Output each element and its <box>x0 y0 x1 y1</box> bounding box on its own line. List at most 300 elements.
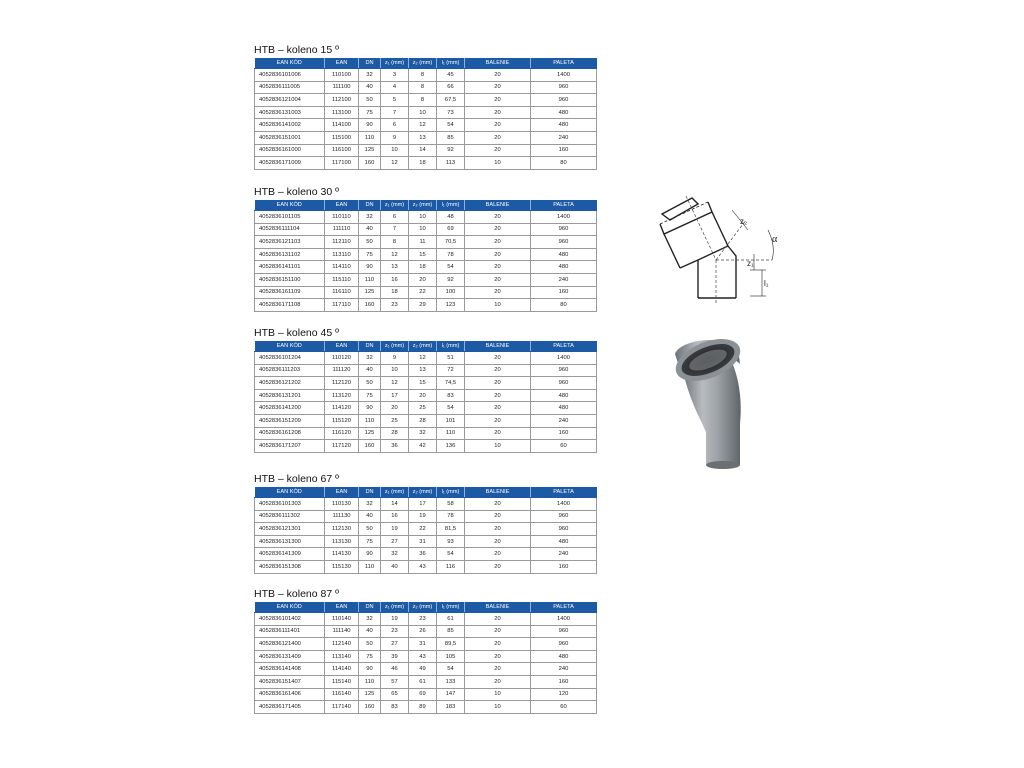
table-cell: 92 <box>437 144 465 157</box>
table-cell: 113100 <box>325 106 359 119</box>
table-cell: 4052836131409 <box>255 650 325 663</box>
column-header: z₁ (mm) <box>381 341 409 352</box>
table-cell: 20 <box>409 389 437 402</box>
table-cell: 110 <box>359 273 381 286</box>
table-row <box>255 523 597 536</box>
table-cell: 480 <box>531 650 597 663</box>
elbow-technical-drawing <box>650 190 790 310</box>
table-cell: 112110 <box>325 236 359 249</box>
table-cell: 8 <box>409 81 437 94</box>
table-row <box>255 414 597 427</box>
table-cell: 57 <box>381 675 409 688</box>
column-header: BALENIE <box>465 341 531 352</box>
table-cell: 960 <box>531 377 597 390</box>
column-header: EAN <box>325 58 359 69</box>
table-cell: 36 <box>409 548 437 561</box>
table-cell: 85 <box>437 131 465 144</box>
table-cell: 29 <box>409 299 437 312</box>
table-cell: 10 <box>465 701 531 714</box>
table-row <box>255 81 597 94</box>
column-header: l₁ (mm) <box>437 602 465 613</box>
section-koleno-87 <box>254 588 596 714</box>
table-cell: 49 <box>409 663 437 676</box>
column-header: z₂ (mm) <box>409 341 437 352</box>
table-cell: 67,5 <box>437 94 465 107</box>
table-cell: 75 <box>359 389 381 402</box>
column-header: DN <box>359 58 381 69</box>
table-row <box>255 625 597 638</box>
table-row <box>255 223 597 236</box>
table-cell: 61 <box>409 675 437 688</box>
table-cell: 116100 <box>325 144 359 157</box>
table-cell: 160 <box>359 440 381 453</box>
table-cell: 4052836151209 <box>255 414 325 427</box>
table-cell: 114120 <box>325 402 359 415</box>
table-cell: 123 <box>437 299 465 312</box>
table-cell: 110 <box>359 675 381 688</box>
table-cell: 23 <box>381 299 409 312</box>
column-header: EAN <box>325 341 359 352</box>
table-row <box>255 701 597 714</box>
table-cell: 20 <box>465 675 531 688</box>
table-cell: 136 <box>437 440 465 453</box>
table-cell: 89,5 <box>437 638 465 651</box>
table-cell: 81,5 <box>437 523 465 536</box>
table-cell: 32 <box>359 211 381 224</box>
table-cell: 20 <box>465 510 531 523</box>
table-cell: 183 <box>437 701 465 714</box>
table-cell: 10 <box>381 364 409 377</box>
column-header: l₁ (mm) <box>437 58 465 69</box>
table-cell: 75 <box>359 535 381 548</box>
table-cell: 48 <box>437 211 465 224</box>
table-cell: 12 <box>381 248 409 261</box>
table-cell: 1400 <box>531 613 597 626</box>
table-cell: 110140 <box>325 613 359 626</box>
table-row <box>255 131 597 144</box>
table-cell: 113140 <box>325 650 359 663</box>
table-cell: 20 <box>465 650 531 663</box>
table-cell: 8 <box>409 69 437 82</box>
table-cell: 4052836121202 <box>255 377 325 390</box>
table-cell: 114100 <box>325 119 359 132</box>
table-cell: 147 <box>437 688 465 701</box>
table-cell: 20 <box>465 560 531 573</box>
table-cell: 114110 <box>325 261 359 274</box>
table-cell: 19 <box>381 613 409 626</box>
table-cell: 75 <box>359 650 381 663</box>
table-cell: 20 <box>465 261 531 274</box>
table-cell: 20 <box>409 273 437 286</box>
section-koleno-30 <box>254 186 596 312</box>
table-cell: 160 <box>531 675 597 688</box>
column-header: EAN KÓD <box>255 200 325 211</box>
table-cell: 50 <box>359 377 381 390</box>
table-cell: 4052836121301 <box>255 523 325 536</box>
table-cell: 10 <box>409 211 437 224</box>
table-cell: 10 <box>465 440 531 453</box>
table-cell: 32 <box>359 69 381 82</box>
table-cell: 40 <box>359 364 381 377</box>
table-cell: 4052836111005 <box>255 81 325 94</box>
table-cell: 112130 <box>325 523 359 536</box>
table-cell: 13 <box>409 364 437 377</box>
table-cell: 6 <box>381 119 409 132</box>
column-header: z₂ (mm) <box>409 602 437 613</box>
table-cell: 20 <box>465 236 531 249</box>
table-cell: 61 <box>437 613 465 626</box>
table-cell: 40 <box>359 81 381 94</box>
column-header: EAN KÓD <box>255 58 325 69</box>
table-cell: 160 <box>359 701 381 714</box>
table-row <box>255 389 597 402</box>
table-cell: 20 <box>465 377 531 390</box>
table-cell: 113 <box>437 157 465 170</box>
section-koleno-67 <box>254 473 596 574</box>
column-header: l₁ (mm) <box>437 487 465 498</box>
label-z2: z₂ <box>740 217 748 226</box>
table-cell: 240 <box>531 548 597 561</box>
table-cell: 22 <box>409 523 437 536</box>
column-header: DN <box>359 341 381 352</box>
table-cell: 90 <box>359 663 381 676</box>
table-cell: 54 <box>437 548 465 561</box>
table-cell: 13 <box>381 261 409 274</box>
table-cell: 4052836151100 <box>255 273 325 286</box>
table-row <box>255 510 597 523</box>
table-cell: 960 <box>531 223 597 236</box>
product-table <box>254 341 597 453</box>
table-cell: 90 <box>359 402 381 415</box>
table-cell: 960 <box>531 510 597 523</box>
table-cell: 160 <box>359 299 381 312</box>
table-cell: 4052836121400 <box>255 638 325 651</box>
column-header: EAN <box>325 200 359 211</box>
label-z1: z₁ <box>747 259 754 268</box>
table-cell: 92 <box>437 273 465 286</box>
table-cell: 4052836131003 <box>255 106 325 119</box>
table-cell: 4052836101006 <box>255 69 325 82</box>
table-row <box>255 157 597 170</box>
table-cell: 117100 <box>325 157 359 170</box>
table-cell: 10 <box>409 106 437 119</box>
table-cell: 13 <box>409 131 437 144</box>
table-cell: 101 <box>437 414 465 427</box>
table-cell: 54 <box>437 402 465 415</box>
table-cell: 15 <box>409 377 437 390</box>
table-cell: 5 <box>381 94 409 107</box>
table-cell: 4052836151001 <box>255 131 325 144</box>
table-cell: 74,5 <box>437 377 465 390</box>
table-cell: 20 <box>465 69 531 82</box>
table-cell: 480 <box>531 248 597 261</box>
table-cell: 40 <box>381 560 409 573</box>
table-row <box>255 211 597 224</box>
table-cell: 20 <box>465 414 531 427</box>
table-cell: 20 <box>465 273 531 286</box>
table-cell: 20 <box>381 402 409 415</box>
table-cell: 54 <box>437 261 465 274</box>
table-row <box>255 498 597 511</box>
table-cell: 40 <box>359 625 381 638</box>
table-row <box>255 273 597 286</box>
table-cell: 45 <box>437 69 465 82</box>
table-cell: 19 <box>409 510 437 523</box>
table-cell: 111130 <box>325 510 359 523</box>
table-cell: 116140 <box>325 688 359 701</box>
table-cell: 12 <box>409 119 437 132</box>
table-cell: 110100 <box>325 69 359 82</box>
product-table <box>254 487 597 574</box>
table-row <box>255 299 597 312</box>
table-cell: 480 <box>531 389 597 402</box>
table-row <box>255 352 597 365</box>
table-cell: 125 <box>359 427 381 440</box>
table-cell: 110110 <box>325 211 359 224</box>
table-cell: 20 <box>465 498 531 511</box>
product-table <box>254 602 597 714</box>
table-cell: 43 <box>409 650 437 663</box>
table-cell: 117110 <box>325 299 359 312</box>
table-cell: 17 <box>381 389 409 402</box>
table-cell: 18 <box>381 286 409 299</box>
table-cell: 100 <box>437 286 465 299</box>
table-cell: 240 <box>531 663 597 676</box>
table-cell: 70,5 <box>437 236 465 249</box>
table-cell: 20 <box>465 119 531 132</box>
table-cell: 480 <box>531 119 597 132</box>
column-header: BALENIE <box>465 602 531 613</box>
table-cell: 20 <box>465 106 531 119</box>
column-header: PALETA <box>531 58 597 69</box>
table-cell: 10 <box>465 157 531 170</box>
table-cell: 110 <box>359 131 381 144</box>
table-cell: 66 <box>437 81 465 94</box>
label-l1: l₁ <box>764 279 769 288</box>
table-cell: 12 <box>381 377 409 390</box>
table-cell: 4 <box>381 81 409 94</box>
table-cell: 27 <box>381 638 409 651</box>
table-cell: 960 <box>531 81 597 94</box>
table-cell: 4052836101303 <box>255 498 325 511</box>
elbow-product-image <box>670 332 770 472</box>
table-cell: 4052836131102 <box>255 248 325 261</box>
column-header: EAN KÓD <box>255 602 325 613</box>
table-cell: 42 <box>409 440 437 453</box>
table-cell: 20 <box>465 223 531 236</box>
table-row <box>255 119 597 132</box>
table-row <box>255 106 597 119</box>
table-cell: 4052836161406 <box>255 688 325 701</box>
column-header: l₁ (mm) <box>437 341 465 352</box>
table-cell: 240 <box>531 273 597 286</box>
table-cell: 4052836141101 <box>255 261 325 274</box>
column-header: PALETA <box>531 341 597 352</box>
column-header: DN <box>359 487 381 498</box>
table-cell: 1400 <box>531 69 597 82</box>
column-header: BALENIE <box>465 487 531 498</box>
table-cell: 20 <box>465 535 531 548</box>
table-cell: 54 <box>437 119 465 132</box>
section-koleno-15 <box>254 44 596 170</box>
table-cell: 69 <box>409 688 437 701</box>
table-cell: 32 <box>409 427 437 440</box>
table-cell: 115130 <box>325 560 359 573</box>
table-cell: 32 <box>359 498 381 511</box>
table-cell: 60 <box>531 701 597 714</box>
table-cell: 4052836161208 <box>255 427 325 440</box>
table-row <box>255 144 597 157</box>
table-cell: 160 <box>531 286 597 299</box>
table-cell: 116 <box>437 560 465 573</box>
table-cell: 10 <box>465 299 531 312</box>
table-cell: 83 <box>381 701 409 714</box>
table-cell: 18 <box>409 261 437 274</box>
table-cell: 89 <box>409 701 437 714</box>
table-cell: 115110 <box>325 273 359 286</box>
product-table <box>254 58 597 170</box>
table-cell: 23 <box>409 613 437 626</box>
table-cell: 480 <box>531 535 597 548</box>
table-row <box>255 402 597 415</box>
table-cell: 9 <box>381 131 409 144</box>
table-cell: 50 <box>359 523 381 536</box>
column-header: PALETA <box>531 602 597 613</box>
table-cell: 18 <box>409 157 437 170</box>
table-cell: 20 <box>465 211 531 224</box>
table-cell: 4052836151407 <box>255 675 325 688</box>
column-header: z₁ (mm) <box>381 487 409 498</box>
table-cell: 111120 <box>325 364 359 377</box>
table-cell: 117120 <box>325 440 359 453</box>
table-cell: 116120 <box>325 427 359 440</box>
table-row <box>255 377 597 390</box>
table-row <box>255 535 597 548</box>
table-header-row <box>255 341 597 352</box>
table-cell: 4052836101402 <box>255 613 325 626</box>
table-cell: 113130 <box>325 535 359 548</box>
table-cell: 8 <box>409 94 437 107</box>
table-cell: 160 <box>531 144 597 157</box>
table-cell: 75 <box>359 248 381 261</box>
table-cell: 4052836171108 <box>255 299 325 312</box>
table-cell: 160 <box>531 560 597 573</box>
table-cell: 112140 <box>325 638 359 651</box>
section-title: HTB – koleno 87 º <box>254 588 339 600</box>
column-header: EAN <box>325 602 359 613</box>
table-row <box>255 560 597 573</box>
column-header: BALENIE <box>465 58 531 69</box>
table-cell: 4052836121103 <box>255 236 325 249</box>
column-header: z₁ (mm) <box>381 602 409 613</box>
table-cell: 60 <box>531 440 597 453</box>
table-cell: 125 <box>359 144 381 157</box>
table-cell: 12 <box>381 157 409 170</box>
table-row <box>255 364 597 377</box>
table-cell: 25 <box>409 402 437 415</box>
table-cell: 14 <box>381 498 409 511</box>
table-cell: 22 <box>409 286 437 299</box>
table-row <box>255 650 597 663</box>
table-cell: 7 <box>381 223 409 236</box>
table-cell: 4052836121004 <box>255 94 325 107</box>
table-cell: 12 <box>409 352 437 365</box>
table-cell: 117140 <box>325 701 359 714</box>
column-header: DN <box>359 200 381 211</box>
table-cell: 51 <box>437 352 465 365</box>
table-row <box>255 427 597 440</box>
table-cell: 4052836111302 <box>255 510 325 523</box>
table-cell: 960 <box>531 638 597 651</box>
table-cell: 16 <box>381 273 409 286</box>
table-cell: 4052836101105 <box>255 211 325 224</box>
table-cell: 160 <box>531 427 597 440</box>
table-cell: 90 <box>359 119 381 132</box>
table-cell: 16 <box>381 510 409 523</box>
table-cell: 50 <box>359 236 381 249</box>
table-cell: 80 <box>531 157 597 170</box>
table-cell: 4052836111104 <box>255 223 325 236</box>
table-cell: 10 <box>465 688 531 701</box>
table-cell: 110130 <box>325 498 359 511</box>
table-row <box>255 286 597 299</box>
table-row <box>255 548 597 561</box>
table-row <box>255 69 597 82</box>
table-cell: 120 <box>531 688 597 701</box>
table-cell: 960 <box>531 94 597 107</box>
table-cell: 4052836111203 <box>255 364 325 377</box>
table-cell: 114130 <box>325 548 359 561</box>
table-cell: 4052836151308 <box>255 560 325 573</box>
table-cell: 4052836161109 <box>255 286 325 299</box>
table-cell: 4052836161000 <box>255 144 325 157</box>
table-cell: 20 <box>465 248 531 261</box>
table-cell: 20 <box>465 613 531 626</box>
column-header: z₁ (mm) <box>381 58 409 69</box>
table-cell: 39 <box>381 650 409 663</box>
table-cell: 58 <box>437 498 465 511</box>
column-header: l₁ (mm) <box>437 200 465 211</box>
table-row <box>255 261 597 274</box>
table-cell: 46 <box>381 663 409 676</box>
table-cell: 4052836131300 <box>255 535 325 548</box>
table-cell: 19 <box>381 523 409 536</box>
table-cell: 73 <box>437 106 465 119</box>
table-row <box>255 236 597 249</box>
table-cell: 90 <box>359 261 381 274</box>
table-cell: 20 <box>465 625 531 638</box>
table-cell: 160 <box>359 157 381 170</box>
table-cell: 72 <box>437 364 465 377</box>
table-cell: 112100 <box>325 94 359 107</box>
table-cell: 7 <box>381 106 409 119</box>
table-cell: 960 <box>531 364 597 377</box>
table-cell: 28 <box>381 427 409 440</box>
table-cell: 27 <box>381 535 409 548</box>
table-cell: 75 <box>359 106 381 119</box>
table-cell: 36 <box>381 440 409 453</box>
column-header: z₂ (mm) <box>409 487 437 498</box>
table-row <box>255 688 597 701</box>
table-cell: 111140 <box>325 625 359 638</box>
table-cell: 78 <box>437 248 465 261</box>
table-cell: 112120 <box>325 377 359 390</box>
column-header: PALETA <box>531 487 597 498</box>
table-cell: 6 <box>381 211 409 224</box>
table-cell: 4052836171405 <box>255 701 325 714</box>
table-header-row <box>255 200 597 211</box>
table-cell: 43 <box>409 560 437 573</box>
